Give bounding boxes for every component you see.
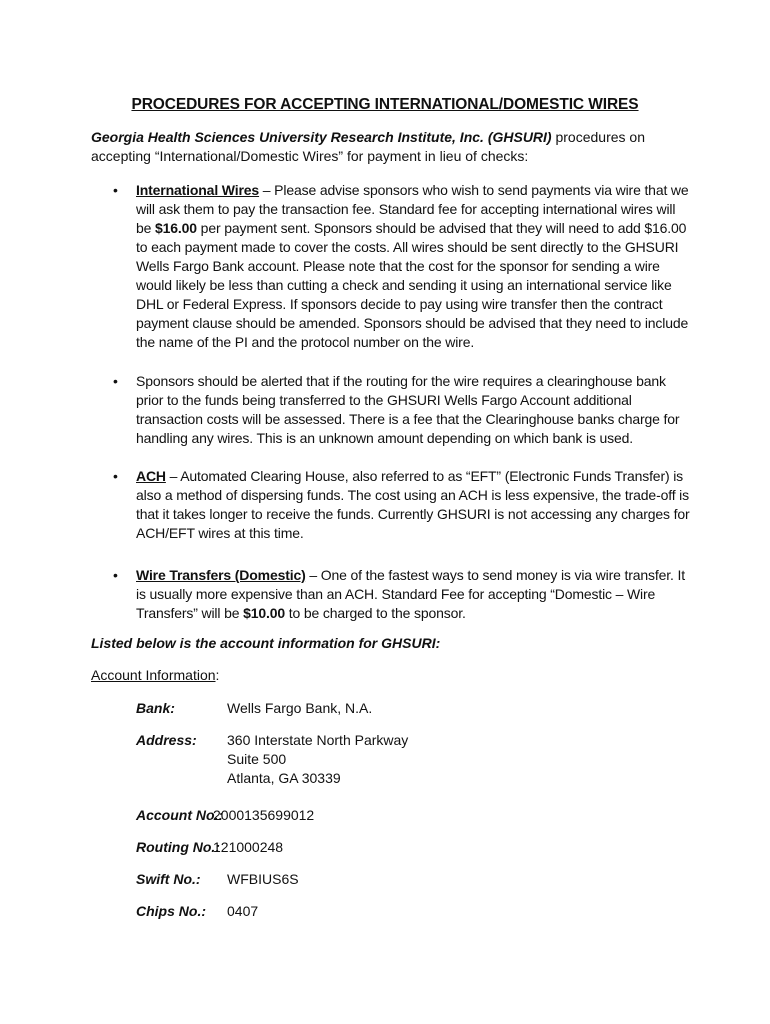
bullet-text: Sponsors should be alerted that if the routing for the wire requires a clearinghouse bank prior to the funds being transferred to the GHSURI Wells Fargo Account additional transaction costs will be assessed. There is a fee that the Clearinghouse banks charge for handling any wires. This is an unknown amount depending on which bank is used. bbox=[136, 373, 680, 446]
intro-text: procedures on accepting “International/Domestic Wires” for payment in lieu of checks: bbox=[91, 129, 645, 164]
account-number-value: 2000135699012 bbox=[213, 807, 315, 823]
bullet-term: International Wires bbox=[136, 182, 260, 198]
bullet-clearinghouse bbox=[113, 372, 692, 448]
swift-number-label: Swift No.: bbox=[136, 871, 201, 887]
address-line: Atlanta, GA 30339 bbox=[227, 770, 341, 786]
bullet-text: – Please advise sponsors who wish to send payments via wire that we will ask them to pay the transaction fee. Standard fee for accepting international wires will be bbox=[136, 182, 689, 236]
bullet-text: to be charged to the sponsor. bbox=[285, 605, 466, 621]
address-value bbox=[227, 731, 408, 788]
address-label: Address: bbox=[136, 732, 197, 748]
fee-amount: $16.00 bbox=[155, 220, 197, 236]
address-line: 360 Interstate North Parkway bbox=[227, 732, 409, 748]
bullet-ach bbox=[113, 467, 692, 543]
bullet-icon: • bbox=[113, 373, 118, 389]
swift-number-value: WFBIUS6S bbox=[227, 871, 299, 887]
intro-paragraph bbox=[91, 128, 691, 166]
fee-amount: $10.00 bbox=[243, 605, 286, 621]
organization-name: Georgia Health Sciences University Research Institute, Inc. (GHSURI) bbox=[91, 129, 552, 145]
address-line: Suite 500 bbox=[227, 751, 287, 767]
bullet-icon: • bbox=[113, 182, 118, 198]
routing-number-value: 121000248 bbox=[213, 839, 284, 855]
bullet-international-wires bbox=[113, 181, 692, 352]
routing-number-label: Routing No.: bbox=[136, 839, 220, 855]
account-number-label: Account No.: bbox=[136, 807, 224, 823]
page-title: PROCEDURES FOR ACCEPTING INTERNATIONAL/DOMESTIC WIRES bbox=[131, 96, 639, 113]
bullet-icon: • bbox=[113, 468, 118, 484]
bullet-text: per payment sent. Sponsors should be advised that they will need to add $16.00 to each payment made to cover the costs. All wires should be sent directly to the GHSURI Wells Fargo Bank account. Please note that the cost for the sponsor for sending a wire would likely be less than cutting a check and sending it using an international service like DHL or Federal Express. If sponsors decide to pay using wire transfer then the contract payment clause should be amended. Sponsors should be advised that they need to include the name of the PI and the protocol number on the wire. bbox=[136, 220, 689, 350]
chips-number-label: Chips No.: bbox=[136, 903, 206, 919]
bullet-icon: • bbox=[113, 567, 118, 583]
chips-number-value: 0407 bbox=[227, 903, 259, 919]
bank-label: Bank: bbox=[136, 700, 175, 716]
account-info-intro: Listed below is the account information for GHSURI: bbox=[91, 635, 441, 651]
bullet-term: ACH bbox=[136, 468, 166, 484]
bank-value: Wells Fargo Bank, N.A. bbox=[227, 700, 373, 716]
bullet-wire-transfers-domestic bbox=[113, 566, 692, 623]
account-info-heading-text: Account Information bbox=[91, 667, 216, 683]
account-info-heading-colon: : bbox=[215, 667, 220, 683]
account-info-heading bbox=[91, 667, 219, 683]
bullet-text: – One of the fastest ways to send money is via wire transfer. It is usually more expensive than an ACH. Standard Fee for accepting “Domestic – Wire Transfers” will be bbox=[136, 567, 685, 621]
bullet-text: – Automated Clearing House, also referred to as “EFT” (Electronic Funds Transfer) is also a method of dispersing funds. The cost using an ACH is less expensive, the trade-off is that it takes longer to receive the funds. Currently GHSURI is not accessing any charges for ACH/EFT wires at this time. bbox=[136, 468, 690, 541]
bullet-term: Wire Transfers (Domestic) bbox=[136, 567, 306, 583]
